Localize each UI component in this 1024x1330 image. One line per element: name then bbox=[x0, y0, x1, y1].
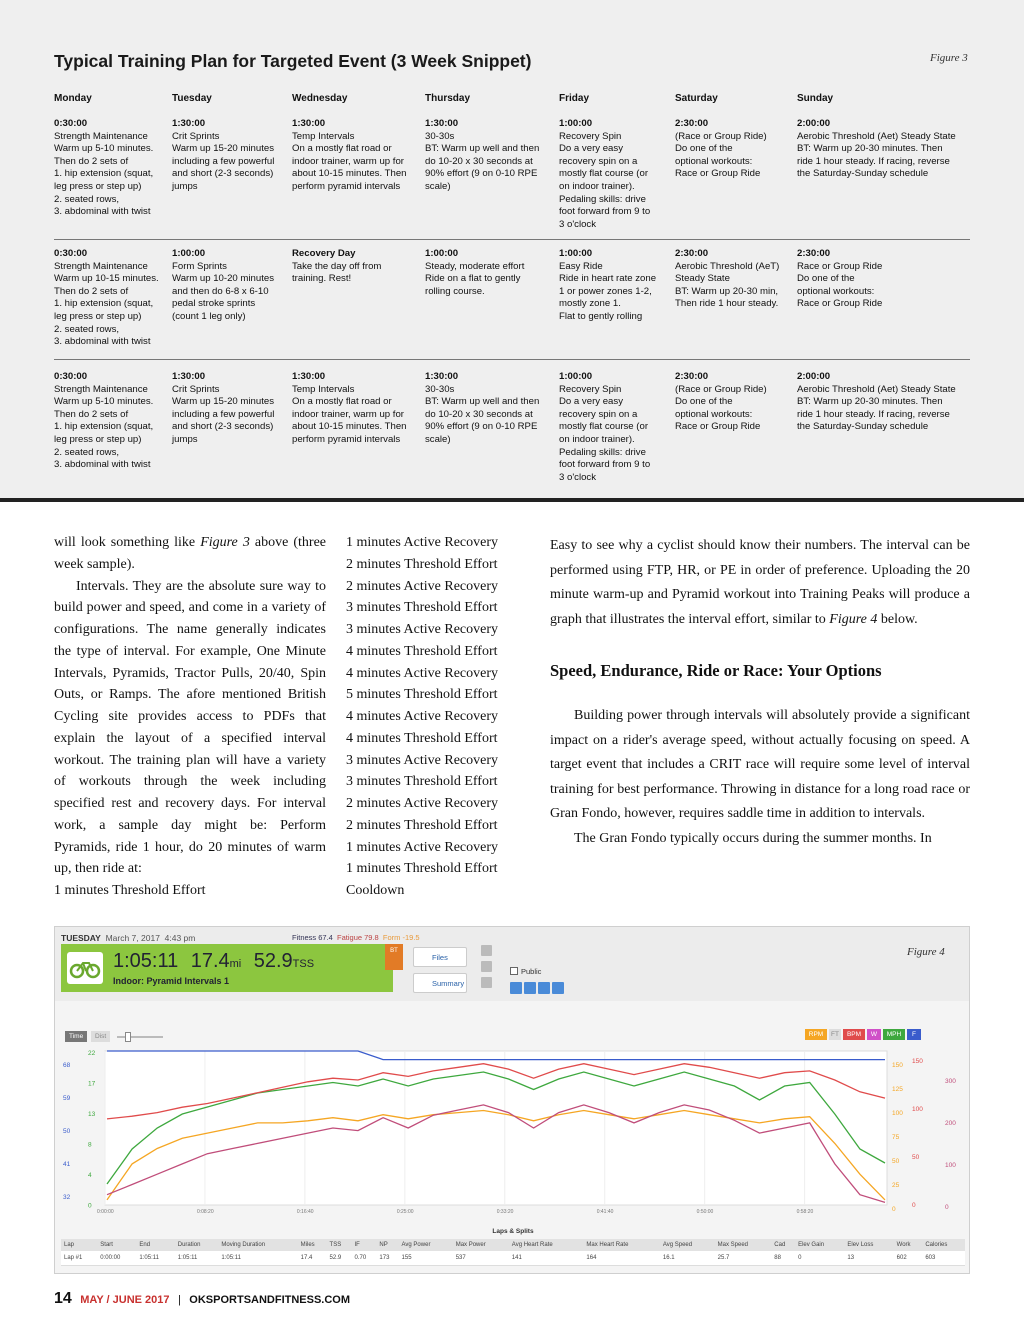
workout-description: Race or Group Ride Do one of the optional workouts: Race or Group Ride bbox=[797, 260, 883, 310]
workout-chart bbox=[55, 1045, 970, 1225]
left-axis-label: 13 bbox=[88, 1111, 96, 1118]
legend-rpm[interactable]: RPM bbox=[805, 1029, 827, 1040]
table-cell: 13 bbox=[844, 1251, 893, 1265]
laps-table bbox=[61, 1239, 965, 1266]
table-cell: 16.1 bbox=[660, 1251, 715, 1265]
interval-item: 2 minutes Active Recovery bbox=[346, 796, 499, 811]
comment-icon[interactable] bbox=[481, 961, 492, 972]
plan-cell bbox=[292, 371, 414, 447]
column-header[interactable]: IF bbox=[351, 1239, 376, 1251]
interval-list bbox=[346, 532, 521, 902]
right-axis-label: 0 bbox=[945, 1204, 949, 1211]
facebook-icon[interactable] bbox=[524, 982, 536, 994]
workout-description: 30-30s BT: Warm up well and then do 10-20 x 30 seconds at 90% effort (9 on 0-10 RPE scale) bbox=[425, 130, 540, 192]
plan-cell bbox=[172, 118, 294, 194]
workout-description: Temp Intervals On a mostly flat road or indoor trainer, warm up for about 10-15 minutes. Then perform pyramid intervals bbox=[292, 130, 407, 192]
table-cell: 602 bbox=[894, 1251, 923, 1265]
day-header-tuesday: Tuesday bbox=[172, 93, 212, 104]
day-header-wednesday: Wednesday bbox=[292, 93, 348, 104]
workout-duration: 1:30:00 bbox=[172, 118, 206, 129]
workout-header bbox=[55, 927, 970, 1001]
table-cell: 0:00:00 bbox=[97, 1251, 136, 1265]
workout-description: Aerobic Threshold (Aet) Steady State BT: Warm up 20-30 minutes. Then ride 1 hour steady. If racing, reverse the Saturday-Sunday schedule bbox=[797, 383, 956, 433]
plan-cell bbox=[172, 371, 294, 447]
interval-item: 4 minutes Active Recovery bbox=[346, 709, 499, 724]
legend-ft[interactable]: FT bbox=[829, 1029, 841, 1040]
workout-description: Strength Maintenance Warm up 10-15 minutes. Then do 2 sets of 1. hip extension (squat, leg press or step up) 2. seated rows, 3. abdominal with twist bbox=[54, 260, 159, 348]
interval-item: 5 minutes Threshold Effort bbox=[346, 687, 498, 703]
left-axis-label: 8 bbox=[88, 1141, 92, 1149]
column-header[interactable]: Lap bbox=[61, 1239, 97, 1251]
zoom-slider[interactable] bbox=[117, 1036, 163, 1038]
form-value: Form -19.5 bbox=[382, 933, 420, 942]
zoom-slider-handle[interactable] bbox=[125, 1032, 131, 1042]
figure-4-label: Figure 4 bbox=[907, 946, 945, 958]
issue-date: MAY / JUNE 2017 bbox=[80, 1294, 170, 1306]
workout-name: Indoor: Pyramid Intervals 1 bbox=[113, 976, 230, 986]
day-header-friday: Friday bbox=[559, 93, 590, 104]
plan-cell bbox=[172, 248, 294, 324]
figure-reference: Figure 4 bbox=[829, 611, 878, 627]
column-header[interactable]: Start bbox=[97, 1239, 136, 1251]
interval-item: 2 minutes Threshold Effort bbox=[346, 817, 498, 833]
summary-button[interactable]: Summary bbox=[413, 973, 467, 993]
column-header[interactable]: Cad bbox=[771, 1239, 795, 1251]
workout-duration: 1:00:00 bbox=[172, 248, 206, 259]
column-header[interactable]: Max Speed bbox=[715, 1239, 772, 1251]
plan-cell bbox=[797, 248, 972, 311]
left-axis-label: 59 bbox=[63, 1095, 71, 1102]
link-icon[interactable] bbox=[538, 982, 550, 994]
table-cell: 25.7 bbox=[715, 1251, 772, 1265]
distance-toggle[interactable]: Dist bbox=[91, 1031, 110, 1042]
footer-separator: | bbox=[177, 1294, 181, 1306]
column-header[interactable]: Work bbox=[894, 1239, 923, 1251]
plot-background bbox=[105, 1051, 887, 1205]
table-cell: 88 bbox=[771, 1251, 795, 1265]
table-cell: 52.9 bbox=[327, 1251, 352, 1265]
left-axis-label: 0 bbox=[88, 1202, 92, 1210]
plan-cell bbox=[675, 118, 797, 181]
week-divider bbox=[54, 239, 970, 240]
view-icons bbox=[481, 945, 493, 993]
column-header[interactable]: NP bbox=[376, 1239, 398, 1251]
workout-description: Strength Maintenance Warm up 5-10 minutes. Then do 2 sets of 1. hip extension (squat, leg press or step up) 2. seated rows, 3. abdominal with twist bbox=[54, 383, 154, 471]
bike-icon bbox=[67, 952, 103, 984]
right-axis-label: 50 bbox=[892, 1158, 900, 1165]
right-axis-label: 125 bbox=[892, 1086, 903, 1093]
workout-duration: 2:00:00 bbox=[797, 118, 831, 129]
day-header-monday: Monday bbox=[54, 93, 92, 104]
fitness-value: Fitness 67.4 bbox=[292, 933, 333, 942]
page-footer bbox=[54, 1290, 350, 1308]
week-divider bbox=[54, 359, 970, 360]
day-header-sunday: Sunday bbox=[797, 93, 834, 104]
article-paragraph: The Gran Fondo typically occurs during the summer months. In bbox=[574, 830, 932, 846]
plan-cell bbox=[54, 118, 176, 219]
figure-reference: Figure 3 bbox=[200, 535, 250, 550]
workout-summary-panel bbox=[61, 944, 393, 992]
workout-duration: 1:30:00 bbox=[172, 371, 206, 382]
article-paragraph: Building power through intervals will absolutely provide a significant impact on a rider's average speed, without actually focusing on speed. A target event that includes a CRIT race will require some level of interval training for best performance. Throwing in distance for a long road race or Gran Fondo, however, requires saddle time in addition to intervals. bbox=[550, 708, 970, 821]
right-axis-label: 100 bbox=[892, 1110, 903, 1117]
workout-description: Easy Ride Ride in heart rate zone 1 or power zones 1-2, mostly zone 1. Flat to gently rolling bbox=[559, 260, 657, 322]
right-axis-label: 200 bbox=[945, 1120, 956, 1127]
workout-description: Take the day off from training. Rest! bbox=[292, 260, 382, 285]
map-icon[interactable] bbox=[481, 977, 492, 988]
workout-duration: 2:30:00 bbox=[675, 371, 709, 382]
bt-flag: BT bbox=[385, 944, 403, 970]
workout-description: Strength Maintenance Warm up 5-10 minutes. Then do 2 sets of 1. hip extension (squat, leg press or step up) 2. seated rows, 3. abdominal with twist bbox=[54, 130, 154, 218]
interval-item: 3 minutes Threshold Effort bbox=[346, 774, 498, 790]
checkbox-icon[interactable] bbox=[510, 967, 518, 975]
workout-duration: 2:30:00 bbox=[675, 118, 709, 129]
column-header[interactable]: Avg Power bbox=[399, 1239, 453, 1251]
workout-description: Steady, moderate effort Ride on a flat to gently rolling course. bbox=[425, 260, 525, 297]
column-header[interactable]: Avg Heart Rate bbox=[509, 1239, 584, 1251]
right-axis-label: 150 bbox=[912, 1058, 923, 1065]
training-peaks-screenshot bbox=[54, 926, 970, 1274]
interval-item: 4 minutes Threshold Effort bbox=[346, 730, 498, 746]
x-tick-label: 0:33:20 bbox=[496, 1209, 514, 1215]
interval-item: 4 minutes Active Recovery bbox=[346, 665, 499, 681]
plan-cell bbox=[54, 248, 176, 349]
column-header[interactable]: Miles bbox=[298, 1239, 327, 1251]
plan-cell bbox=[425, 248, 547, 298]
right-axis-label: 150 bbox=[892, 1062, 903, 1069]
workout-duration: Recovery Day bbox=[292, 248, 356, 259]
table-cell: 173 bbox=[376, 1251, 398, 1265]
table-row[interactable] bbox=[61, 1251, 965, 1265]
x-tick-label: 0:25:00 bbox=[396, 1209, 414, 1215]
workout-duration: 1:00:00 bbox=[559, 118, 593, 129]
plan-cell bbox=[559, 371, 681, 484]
plan-cell bbox=[559, 118, 681, 231]
plan-cell bbox=[292, 248, 414, 286]
day-header-thursday: Thursday bbox=[425, 93, 471, 104]
column-header[interactable]: Elev Loss bbox=[844, 1239, 893, 1251]
workout-duration: 1:30:00 bbox=[292, 118, 326, 129]
workout-duration: 2:30:00 bbox=[675, 248, 709, 259]
plan-cell bbox=[54, 371, 176, 472]
right-axis-label: 0 bbox=[892, 1206, 896, 1213]
figure-3-label: Figure 3 bbox=[930, 52, 968, 64]
tss-value: 52.9 bbox=[253, 950, 293, 972]
article-column-1 bbox=[54, 532, 326, 902]
workout-duration: 1:00:00 bbox=[425, 248, 459, 259]
x-tick-label: 0:58:20 bbox=[796, 1209, 814, 1215]
plan-cell bbox=[425, 371, 547, 447]
workout-description: (Race or Group Ride) Do one of the optional workouts: Race or Group Ride bbox=[675, 383, 767, 433]
plan-cell bbox=[559, 248, 681, 324]
column-header[interactable]: Max Heart Rate bbox=[583, 1239, 659, 1251]
column-header[interactable]: Moving Duration bbox=[218, 1239, 297, 1251]
legend-f[interactable]: F bbox=[907, 1029, 921, 1040]
table-cell: 17.4 bbox=[298, 1251, 327, 1265]
right-axis-label: 100 bbox=[945, 1162, 956, 1169]
section-heading: Speed, Endurance, Ride or Race: Your Options bbox=[550, 661, 882, 680]
interval-item: 3 minutes Active Recovery bbox=[346, 752, 499, 768]
legend-bpm[interactable]: BPM bbox=[843, 1029, 865, 1040]
plan-cell bbox=[797, 371, 972, 434]
workout-duration: 1:00:00 bbox=[559, 371, 593, 382]
workout-duration: 1:00:00 bbox=[559, 248, 593, 259]
interval-item: 1 minutes Active Recovery bbox=[346, 535, 499, 550]
page-number: 14 bbox=[54, 1290, 72, 1307]
column-header[interactable]: Avg Speed bbox=[660, 1239, 715, 1251]
workout-duration: 0:30:00 bbox=[54, 371, 88, 382]
workout-stats: 1:05:11 17.4mi 52.9TSS bbox=[113, 950, 315, 972]
left-axis-label: 17 bbox=[88, 1080, 96, 1088]
article-paragraph: Intervals. They are the absolute sure way to build power and speed, and come in a variety of configurations. The name generally indicates the type of interval. For example, One Minute Intervals, Pyramids, Tractor Pulls, 20/40, Spin Outs, or Ramps. The afore mentioned British Cycling site provides access to PDFs that explain the layout of a specified interval workout. The training plan will have a variety of workouts through the week including specified rest and recovery days. For interval work, a sample day might be: Perform Pyramids, ride 1 hour, do 20 minutes of warm up, then ride at: bbox=[54, 578, 326, 877]
workout-description: Recovery Spin Do a very easy recovery spin on a mostly flat course (or on indoor trainer). Pedaling skills: drive foot forward from 9 to 3 o'clock bbox=[559, 130, 651, 230]
left-axis-label: 4 bbox=[88, 1172, 92, 1179]
workout-duration: 1:30:00 bbox=[425, 371, 459, 382]
table-cell: 1:05:11 bbox=[175, 1251, 219, 1265]
plan-cell bbox=[425, 118, 547, 194]
workout-description: Crit Sprints Warm up 15-20 minutes including a few powerful and short (2-3 seconds) jumps bbox=[172, 130, 275, 192]
table-cell: 537 bbox=[453, 1251, 509, 1265]
column-header[interactable]: Duration bbox=[175, 1239, 219, 1251]
article-paragraph: Easy to see why a cyclist should know their numbers. The interval can be performed using FTP, HR, or PE in order of preference. Uploading the 20 minute warm-up and Pyramid workout into Training Peaks will produce a graph that illustrates the interval effort, similar to Figure 4 below. bbox=[550, 538, 970, 627]
workout-duration: 2:30:00 bbox=[797, 248, 831, 259]
interval-item: 1 minutes Threshold Effort bbox=[346, 861, 498, 877]
right-axis-label: 0 bbox=[912, 1202, 916, 1209]
workout-description: Temp Intervals On a mostly flat road or indoor trainer, warm up for about 10-15 minutes. Then perform pyramid intervals bbox=[292, 383, 407, 445]
share-icons bbox=[510, 981, 566, 999]
x-tick-label: 0:08:20 bbox=[196, 1209, 214, 1215]
table-cell: 0 bbox=[795, 1251, 844, 1265]
workout-duration: 1:30:00 bbox=[425, 118, 459, 129]
plan-cell bbox=[675, 371, 797, 434]
article-column-3 bbox=[550, 534, 970, 851]
legend-w[interactable]: W bbox=[867, 1029, 881, 1040]
laps-title: Laps & Splits bbox=[492, 1228, 534, 1235]
column-header[interactable]: Calories bbox=[922, 1239, 965, 1251]
x-tick-label: 0:50:00 bbox=[696, 1209, 714, 1215]
left-axis-label: 22 bbox=[88, 1050, 96, 1057]
plan-cell bbox=[292, 118, 414, 194]
workout-description: Form Sprints Warm up 10-20 minutes and then do 6-8 x 6-10 pedal stroke sprints (count 1 leg only) bbox=[172, 260, 275, 322]
right-axis-label: 25 bbox=[892, 1182, 900, 1189]
website: OKSPORTSANDFITNESS.COM bbox=[189, 1294, 351, 1306]
distance-value: 17.4 bbox=[190, 950, 230, 972]
workout-duration: 0:30:00 bbox=[54, 248, 88, 259]
left-axis-label: 32 bbox=[63, 1194, 71, 1201]
left-axis-label: 50 bbox=[63, 1128, 71, 1135]
plan-cell bbox=[675, 248, 797, 311]
table-cell: 1:05:11 bbox=[218, 1251, 297, 1265]
right-axis-label: 50 bbox=[912, 1154, 920, 1161]
table-cell: Lap #1 bbox=[61, 1251, 97, 1265]
workout-description: (Race or Group Ride) Do one of the optional workouts: Race or Group Ride bbox=[675, 130, 767, 180]
interval-item: 2 minutes Threshold Effort bbox=[346, 556, 498, 572]
workout-duration: 0:30:00 bbox=[54, 118, 88, 129]
right-axis-label: 300 bbox=[945, 1078, 956, 1085]
legend-mph[interactable]: MPH bbox=[883, 1029, 905, 1040]
workout-date: TUESDAY March 7, 2017 4:43 pm bbox=[61, 933, 196, 943]
fatigue-value: Fatigue 79.8 bbox=[337, 933, 379, 942]
email-icon[interactable] bbox=[552, 982, 564, 994]
workout-description: Recovery Spin Do a very easy recovery spin on a mostly flat course (or on indoor trainer). Pedaling skills: drive foot forward from 9 to 3 o'clock bbox=[559, 383, 651, 483]
interval-item: 3 minutes Threshold Effort bbox=[346, 600, 498, 616]
article-line: 1 minutes Threshold Effort bbox=[54, 883, 206, 898]
interval-item: 1 minutes Active Recovery bbox=[346, 839, 499, 855]
workout-description: Crit Sprints Warm up 15-20 minutes including a few powerful and short (2-3 seconds) jumps bbox=[172, 383, 275, 445]
interval-item: Cooldown bbox=[346, 883, 405, 898]
workout-description: 30-30s BT: Warm up well and then do 10-20 x 30 seconds at 90% effort (9 on 0-10 RPE scale) bbox=[425, 383, 540, 445]
right-axis-label: 75 bbox=[892, 1134, 900, 1141]
left-axis-label: 68 bbox=[63, 1062, 71, 1069]
interval-item: 2 minutes Active Recovery bbox=[346, 578, 499, 594]
twitter-icon[interactable] bbox=[510, 982, 522, 994]
table-cell: 155 bbox=[399, 1251, 453, 1265]
workout-description: Aerobic Threshold (AeT) Steady State BT: Warm up 20-30 min, Then ride 1 hour steady. bbox=[675, 260, 780, 310]
column-header[interactable]: TSS bbox=[327, 1239, 352, 1251]
interval-item: 3 minutes Active Recovery bbox=[346, 622, 499, 637]
column-header[interactable]: Max Power bbox=[453, 1239, 509, 1251]
time-toggle[interactable]: Time bbox=[65, 1031, 87, 1042]
workout-duration: 1:30:00 bbox=[292, 371, 326, 382]
table-cell: 141 bbox=[509, 1251, 584, 1265]
table-cell: 1:05:11 bbox=[136, 1251, 174, 1265]
table-cell: 0.70 bbox=[351, 1251, 376, 1265]
chart-icon[interactable] bbox=[481, 945, 492, 956]
duration-value: 1:05:11 bbox=[113, 950, 179, 972]
training-plan-figure bbox=[0, 0, 1024, 502]
public-toggle[interactable]: Public bbox=[510, 967, 541, 976]
x-tick-label: 0:41:40 bbox=[596, 1209, 614, 1215]
column-header[interactable]: End bbox=[136, 1239, 174, 1251]
plan-cell bbox=[797, 118, 972, 181]
x-tick-label: 0:16:40 bbox=[296, 1209, 314, 1215]
table-cell: 603 bbox=[922, 1251, 965, 1265]
fitness-metrics bbox=[292, 933, 420, 942]
right-axis-label: 100 bbox=[912, 1106, 923, 1113]
workout-description: Aerobic Threshold (Aet) Steady State BT: Warm up 20-30 minutes. Then ride 1 hour steady. If racing, reverse the Saturday-Sunday schedule bbox=[797, 130, 956, 180]
x-tick-label: 0:00:00 bbox=[97, 1209, 114, 1215]
interval-item: 4 minutes Threshold Effort bbox=[346, 643, 498, 659]
workout-duration: 2:00:00 bbox=[797, 371, 831, 382]
files-button[interactable]: Files bbox=[413, 947, 467, 967]
article-paragraph: will look something like Figure 3 above (three week sample). bbox=[54, 535, 326, 572]
left-axis-label: 41 bbox=[63, 1161, 71, 1168]
column-header[interactable]: Elev Gain bbox=[795, 1239, 844, 1251]
training-plan-title: Typical Training Plan for Targeted Event (3 Week Snippet) bbox=[54, 51, 532, 71]
table-cell: 164 bbox=[583, 1251, 659, 1265]
day-header-saturday: Saturday bbox=[675, 93, 718, 104]
